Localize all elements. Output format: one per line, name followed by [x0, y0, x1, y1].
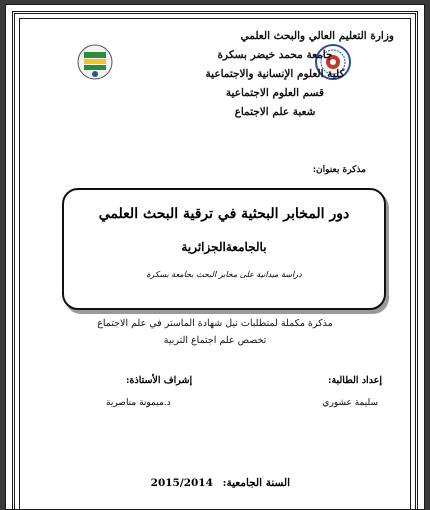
memo-label: مذكرة بعنوان: [312, 165, 366, 175]
department-name: قسم العلوم الاجتماعية [225, 87, 325, 99]
ministry-name: وزارة التعليم العالي والبحث العلمي [240, 30, 394, 42]
thesis-requirement: مذكرة مكملة لمتطلبات نيل شهادة الماستر في علم الاجتماع [97, 318, 333, 329]
academic-year-label: السنة الجامعية: [222, 477, 290, 489]
academic-year [151, 477, 290, 489]
title-box [62, 188, 386, 310]
faculty-name: كلية العلوم الإنسانية والاجتماعية [205, 68, 345, 80]
prepared-by-label: إعداد الطالبة: [327, 375, 382, 386]
thesis-subtitle: بالجامعةالجزائرية [181, 240, 267, 254]
supervisor-name: د.ميمونة مناصرية [106, 398, 171, 408]
academic-year-value: 2015/2014 [150, 477, 213, 489]
student-name: سليمة عشوري [322, 398, 378, 408]
institution-header [150, 27, 400, 122]
university-logo-left [76, 43, 114, 81]
study-note: دراسة ميدانية على مخابر البحث بجامعة بسكرة [146, 270, 302, 279]
branch-name: شعبة علم الاجتماع [234, 106, 316, 118]
thesis-note [6, 315, 424, 349]
specialization: تخصص علم اجتماع التربية [163, 335, 267, 346]
supervisor-label: إشراف الأستاذة: [126, 375, 193, 386]
university-name: جامعة محمد خيضر بسكرة [217, 49, 333, 61]
document-page [5, 4, 425, 510]
thesis-title: دور المخابر البحثية في ترقية البحث العلمي [98, 206, 350, 222]
